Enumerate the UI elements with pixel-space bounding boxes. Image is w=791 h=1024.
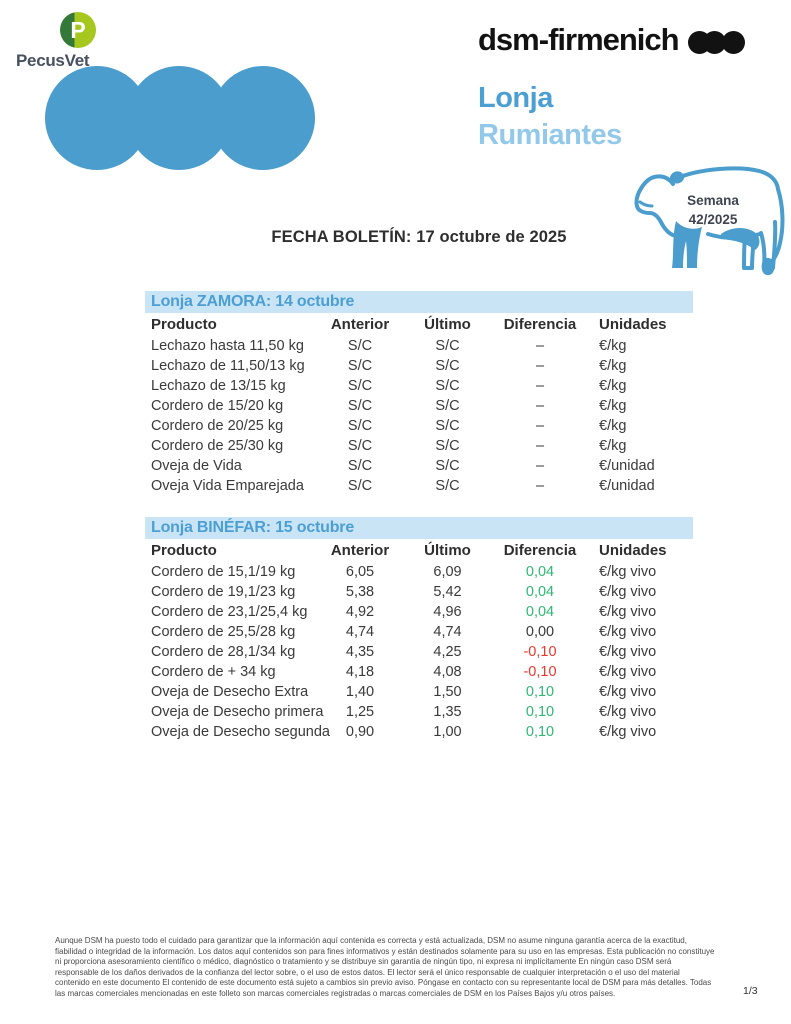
cell-unidades: €/unidad xyxy=(599,478,655,494)
cell-unidades: €/kg xyxy=(599,418,627,434)
dsm-firmenich-logo xyxy=(478,22,745,58)
cell-ultimo: 1,00 xyxy=(433,724,462,740)
cell-ultimo: S/C xyxy=(435,398,460,414)
cell-unidades: €/kg xyxy=(599,338,627,354)
cell-diferencia: – xyxy=(535,438,545,454)
cell-unidades: €/kg vivo xyxy=(599,644,657,660)
pecusvet-icon: P xyxy=(60,12,96,48)
cell-anterior: 0,90 xyxy=(345,724,375,740)
week-badge xyxy=(626,160,790,284)
week-value: 42/2025 xyxy=(688,212,738,227)
cell-producto: Cordero de 28,1/34 kg xyxy=(151,644,296,660)
table-row xyxy=(145,456,693,476)
cell-producto: Cordero de 25,5/28 kg xyxy=(151,624,296,640)
cell-producto: Oveja de Desecho segunda xyxy=(151,724,330,740)
table-row xyxy=(145,476,693,496)
cell-ultimo: S/C xyxy=(435,478,460,494)
cell-anterior: 4,35 xyxy=(345,644,375,660)
cell-diferencia: – xyxy=(535,398,545,414)
cell-anterior: S/C xyxy=(347,418,373,434)
table-header-row xyxy=(145,313,693,336)
brand-circle-icon xyxy=(211,66,315,170)
cell-unidades: €/kg xyxy=(599,378,627,394)
column-header-diferencia: Diferencia xyxy=(503,542,577,559)
cell-producto: Cordero de 19,1/23 kg xyxy=(151,584,296,600)
table-row xyxy=(145,662,693,682)
table-row xyxy=(145,642,693,662)
cell-unidades: €/kg vivo xyxy=(599,724,657,740)
cell-anterior: 4,92 xyxy=(345,604,375,620)
cell-producto: Lechazo de 11,50/13 kg xyxy=(151,358,305,374)
cell-unidades: €/kg vivo xyxy=(599,584,657,600)
cell-diferencia: – xyxy=(535,378,545,394)
week-label: Semana xyxy=(687,193,739,208)
cell-diferencia: – xyxy=(535,338,545,354)
table-row xyxy=(145,396,693,416)
cell-producto: Cordero de 15/20 kg xyxy=(151,398,284,414)
cell-unidades: €/kg vivo xyxy=(599,624,657,640)
column-header-unidades: Unidades xyxy=(599,316,667,333)
cell-producto: Cordero de 23,1/25,4 kg xyxy=(151,604,308,620)
table-row xyxy=(145,622,693,642)
price-table-zamora xyxy=(145,291,693,496)
cell-ultimo: 5,42 xyxy=(433,584,462,600)
cell-unidades: €/kg vivo xyxy=(599,704,657,720)
column-header-unidades: Unidades xyxy=(599,542,667,559)
cell-ultimo: S/C xyxy=(435,458,460,474)
table-row xyxy=(145,356,693,376)
column-header-ultimo: Último xyxy=(424,542,471,559)
cell-ultimo: 4,08 xyxy=(433,664,462,680)
section-title-binefar: Lonja BINÉFAR: 15 octubre xyxy=(145,517,693,539)
cell-unidades: €/kg vivo xyxy=(599,684,657,700)
cell-diferencia: 0,10 xyxy=(525,704,555,720)
subtitle-rumiantes: Rumiantes xyxy=(478,119,622,151)
table-row xyxy=(145,722,693,742)
pecusvet-logo xyxy=(16,12,126,71)
table-row xyxy=(145,702,693,722)
price-table-binefar xyxy=(145,517,693,742)
table-row xyxy=(145,682,693,702)
column-header-ultimo: Último xyxy=(424,316,471,333)
cell-producto: Oveja de Vida xyxy=(151,458,242,474)
cell-anterior: S/C xyxy=(347,378,373,394)
cell-diferencia: – xyxy=(535,458,545,474)
bulletin-date: FECHA BOLETÍN: 17 octubre de 2025 xyxy=(271,228,567,246)
document-title xyxy=(478,80,622,154)
cell-ultimo: 1,50 xyxy=(433,684,462,700)
cell-producto: Oveja de Desecho Extra xyxy=(151,684,309,700)
cell-anterior: 4,74 xyxy=(345,624,375,640)
cell-ultimo: 4,25 xyxy=(433,644,462,660)
cell-anterior: S/C xyxy=(347,458,373,474)
cell-unidades: €/kg vivo xyxy=(599,564,657,580)
cell-unidades: €/unidad xyxy=(599,458,655,474)
cell-diferencia: – xyxy=(535,478,545,494)
dsm-firmenich-wordmark: dsm-firmenich xyxy=(478,22,679,57)
cell-producto: Lechazo hasta 11,50 kg xyxy=(151,338,304,354)
cell-anterior: S/C xyxy=(347,478,373,494)
table-row xyxy=(145,336,693,356)
cell-unidades: €/kg xyxy=(599,398,627,414)
cell-anterior: 5,38 xyxy=(345,584,375,600)
table-row xyxy=(145,562,693,582)
footer-disclaimer: Aunque DSM ha puesto todo el cuidado para garantizar que la información aquí contenida es correcta y está actualizada, DSM no asume ninguna garantía acerca de la exactitud, fiabilidad o integridad de la información. Los datos aquí contenidos son para fines informativos y están destinados solamente para su uso en las empresas. Esta publicación no constituye ni proporciona asesoramiento científico o médico, diagnóstico o tratamiento y se distribuye sin garantía de ningún tipo, ni expresa ni implícitamente En ningún caso DSM será responsable de los daños derivados de la confianza del lector sobre, o el uso de estos datos. El lector será el único responsable de cualquier interpretación o el uso del material contenido en este documento El contenido de este documento está sujeto a cambios sin previo aviso. Póngase en contacto con su representante local de DSM para más detalles. Todas las marcas comerciales mencionadas en este folleto son marcas comerciales registradas o marcas comerciales de DSM en los Países Bajos y/u otros países. xyxy=(55,936,715,998)
table-row xyxy=(145,582,693,602)
cell-unidades: €/kg vivo xyxy=(599,604,657,620)
column-header-anterior: Anterior xyxy=(330,316,390,333)
cell-anterior: S/C xyxy=(347,358,373,374)
cell-diferencia: -0,10 xyxy=(523,644,557,660)
section-title-zamora: Lonja ZAMORA: 14 octubre xyxy=(145,291,693,313)
column-header-diferencia: Diferencia xyxy=(503,316,577,333)
column-header-producto: Producto xyxy=(151,542,217,559)
cell-producto: Oveja de Desecho primera xyxy=(151,704,324,720)
table-row xyxy=(145,436,693,456)
cell-ultimo: 4,96 xyxy=(433,604,462,620)
pecusvet-label: PecusVet xyxy=(16,51,90,70)
cell-ultimo: S/C xyxy=(435,358,460,374)
cell-ultimo: 6,09 xyxy=(433,564,462,580)
week-text xyxy=(648,191,778,229)
cell-anterior: 4,18 xyxy=(345,664,375,680)
table-row xyxy=(145,602,693,622)
cell-anterior: S/C xyxy=(347,438,373,454)
cell-diferencia: 0,10 xyxy=(525,724,555,740)
cell-anterior: 1,40 xyxy=(345,684,375,700)
cell-producto: Oveja Vida Emparejada xyxy=(151,478,304,494)
column-header-anterior: Anterior xyxy=(330,542,390,559)
cell-producto: Cordero de 25/30 kg xyxy=(151,438,284,454)
cell-ultimo: S/C xyxy=(435,378,460,394)
brand-circles-icon xyxy=(45,66,315,170)
cell-ultimo: S/C xyxy=(435,338,460,354)
cell-producto: Cordero de 20/25 kg xyxy=(151,418,284,434)
cell-ultimo: S/C xyxy=(435,438,460,454)
cell-unidades: €/kg xyxy=(599,438,627,454)
cell-producto: Cordero de 15,1/19 kg xyxy=(151,564,296,580)
table-header-row xyxy=(145,539,693,562)
cell-anterior: 6,05 xyxy=(345,564,375,580)
title-lonja: Lonja xyxy=(478,82,553,114)
cell-anterior: S/C xyxy=(347,338,373,354)
page-number: 1/3 xyxy=(743,985,758,997)
cell-diferencia: 0,04 xyxy=(525,604,555,620)
table-row xyxy=(145,376,693,396)
cell-producto: Cordero de + 34 kg xyxy=(151,664,276,680)
dsm-dots-icon xyxy=(688,31,745,54)
cell-ultimo: S/C xyxy=(435,418,460,434)
cell-diferencia: – xyxy=(535,418,545,434)
cell-diferencia: 0,00 xyxy=(525,624,555,640)
cell-unidades: €/kg xyxy=(599,358,627,374)
cell-anterior: S/C xyxy=(347,398,373,414)
cell-diferencia: -0,10 xyxy=(523,664,557,680)
cell-diferencia: 0,04 xyxy=(525,564,555,580)
cell-diferencia: 0,04 xyxy=(525,584,555,600)
cell-diferencia: 0,10 xyxy=(525,684,555,700)
cell-producto: Lechazo de 13/15 kg xyxy=(151,378,286,394)
cell-diferencia: – xyxy=(535,358,545,374)
cell-ultimo: 1,35 xyxy=(433,704,462,720)
table-row xyxy=(145,416,693,436)
cell-unidades: €/kg vivo xyxy=(599,664,657,680)
column-header-producto: Producto xyxy=(151,316,217,333)
cell-anterior: 1,25 xyxy=(345,704,375,720)
cell-ultimo: 4,74 xyxy=(433,624,462,640)
